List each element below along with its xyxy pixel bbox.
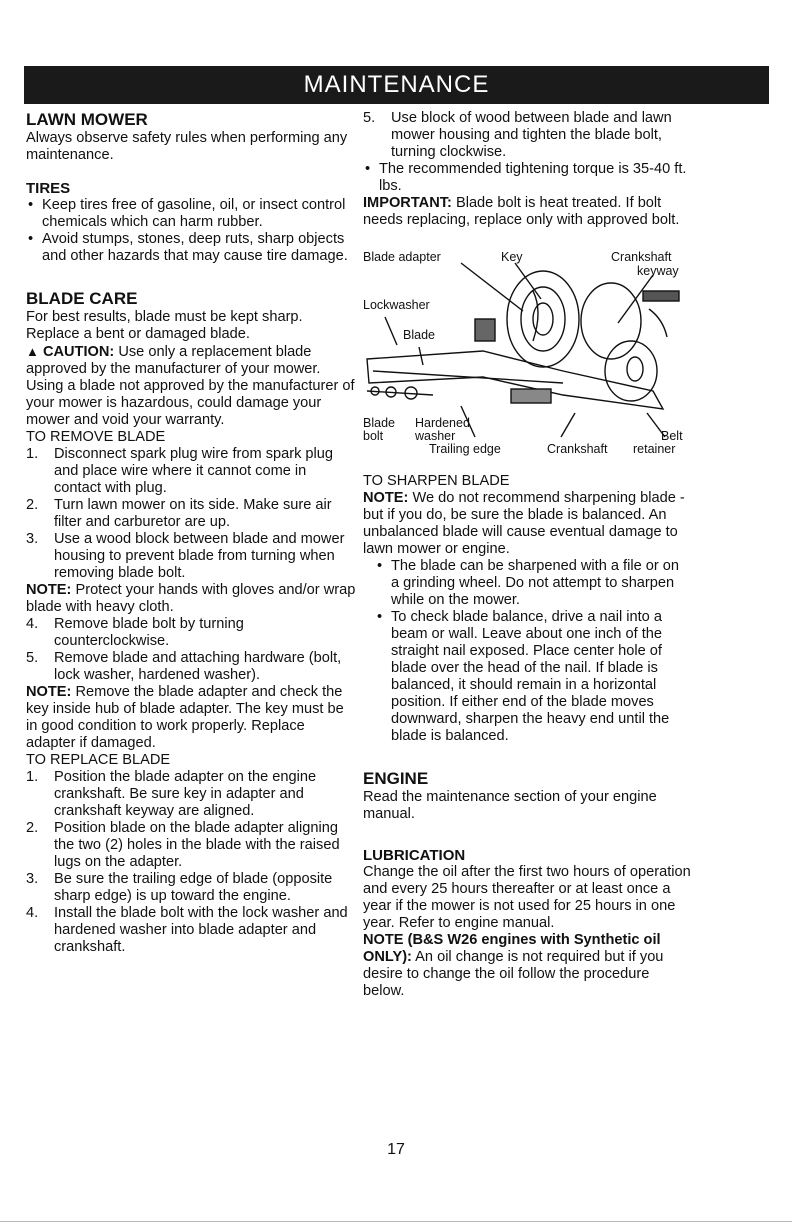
engine-heading: ENGINE bbox=[363, 769, 429, 788]
caution-label: CAUTION: bbox=[42, 344, 115, 360]
replace-steps-continued bbox=[363, 110, 691, 1000]
list-item: 3. Be sure the trailing edge of blade (opposite sharp edge) is up toward the engine. bbox=[26, 871, 333, 904]
lawn-mower-text: Always observe safety rules when performing any maintenance. bbox=[26, 130, 348, 163]
tires-list bbox=[26, 197, 356, 265]
label-blade-bolt-2: bolt bbox=[363, 429, 384, 443]
list-item: 2. Position blade on the blade adapter aligning the two (2) holes in the blade with the raised lugs on the adapter. bbox=[26, 820, 340, 870]
remove-steps bbox=[26, 446, 356, 582]
label-blade-adapter: Blade adapter bbox=[363, 250, 441, 264]
list-item: 1. Position the blade adapter on the engine crankshaft. Be sure key in adapter and crankshaft keyway are aligned. bbox=[26, 769, 317, 819]
list-item: • Keep tires free of gasoline, oil, or insect control chemicals which can harm rubber. bbox=[28, 197, 346, 230]
label-crankshaft: Crankshaft bbox=[547, 442, 608, 456]
sharpen-list bbox=[363, 558, 691, 745]
torque-list bbox=[363, 161, 691, 195]
label-blade-bolt-1: Blade bbox=[363, 416, 395, 430]
bottom-rule bbox=[0, 1221, 792, 1222]
list-item: • Avoid stumps, stones, deep ruts, sharp objects and other hazards that may cause tire damage. bbox=[28, 231, 348, 264]
list-item: 2. Turn lawn mower on its side. Make sure air filter and carburetor are up. bbox=[26, 497, 332, 530]
tires-bullet-1: Keep tires free of gasoline, oil, or insect control chemicals which can harm rubber. bbox=[42, 197, 346, 230]
lubrication-note: NOTE (B&S W26 engines with Synthetic oil ONLY): An oil change is not required but if you desire to change the oil follow the procedure below. bbox=[363, 932, 664, 999]
label-belt-retainer-1: Belt bbox=[661, 429, 683, 443]
caution-text: Use only a replacement blade approved by the manufacturer of your mower. Using a blade not approved by the manufacturer of your mower is hazardous, could damage your mower and void your warranty. bbox=[26, 344, 355, 428]
label-key: Key bbox=[501, 250, 523, 264]
lubrication-heading: LUBRICATION bbox=[363, 847, 466, 864]
list-item: 4. Remove blade bolt by turning counterclockwise. bbox=[26, 616, 244, 649]
label-trailing-edge: Trailing edge bbox=[429, 442, 501, 456]
label-crankshaft-keyway-2: keyway bbox=[637, 264, 679, 278]
list-item: 4. Install the blade bolt with the lock washer and hardened washer into blade adapter and crankshaft. bbox=[26, 905, 348, 955]
left-column bbox=[26, 110, 356, 956]
tires-bullet-2: Avoid stumps, stones, deep ruts, sharp objects and other hazards that may cause tire damage. bbox=[42, 231, 348, 264]
remove-steps-continued bbox=[26, 616, 356, 684]
list-item: • The recommended tightening torque is 35-40 ft. lbs. bbox=[365, 161, 687, 194]
label-hardened-washer-2: washer bbox=[415, 429, 456, 443]
note-adapter: NOTE: Remove the blade adapter and check the key inside hub of blade adapter. The key must be in good condition to work properly. Replace adapter if damaged. bbox=[26, 684, 344, 751]
label-hardened-washer-1: Hardened bbox=[415, 416, 470, 430]
page-number: 17 bbox=[387, 1141, 405, 1158]
list-item: 5. Remove blade and attaching hardware (bolt, lock washer, hardened washer). bbox=[26, 650, 342, 683]
tires-heading: TIRES bbox=[26, 180, 71, 197]
list-item: • The blade can be sharpened with a file or on a grinding wheel. Do not attempt to sharpen while on the mower. bbox=[377, 558, 680, 608]
sharpen-blade-heading: TO SHARPEN BLADE bbox=[363, 473, 510, 489]
blade-assembly-diagram bbox=[363, 241, 688, 467]
label-crankshaft-keyway-1: Crankshaft bbox=[611, 250, 672, 264]
blade-care-heading: BLADE CARE bbox=[26, 289, 138, 308]
important-note: IMPORTANT: Blade bolt is heat treated. If bolt needs replacing, replace only with approved bolt. bbox=[363, 195, 680, 228]
label-lockwasher: Lockwasher bbox=[363, 298, 430, 312]
label-blade: Blade bbox=[403, 328, 435, 342]
list-item: 1. Disconnect spark plug wire from spark plug and place wire where it cannot come in contact with plug. bbox=[26, 446, 334, 496]
replace-blade-heading: TO REPLACE BLADE bbox=[26, 752, 171, 768]
label-belt-retainer-2: retainer bbox=[633, 442, 676, 456]
lawn-mower-heading: LAWN MOWER bbox=[26, 110, 148, 129]
replace-steps bbox=[26, 769, 356, 956]
sharpen-note: NOTE: We do not recommend sharpening blade - but if you do, be sure the blade is balanced. An unbalanced blade will cause eventual damage to lawn mower or engine. bbox=[363, 490, 685, 557]
engine-text: Read the maintenance section of your engine manual. bbox=[363, 789, 657, 822]
list-item: 5. Use block of wood between blade and lawn mower housing and tighten the blade bolt, turning clockwise. bbox=[363, 110, 672, 160]
lubrication-text: Change the oil after the first two hours of operation and every 25 hours thereafter or at least once a year if the mower is not used for 25 hours in one year. Refer to engine manual. bbox=[363, 864, 691, 931]
section-banner: MAINTENANCE bbox=[24, 66, 769, 104]
note-gloves: NOTE: Protect your hands with gloves and/or wrap blade with heavy cloth. bbox=[26, 582, 356, 615]
warning-triangle-icon: ▲ bbox=[26, 344, 39, 359]
blade-care-intro: For best results, blade must be kept sharp. Replace a bent or damaged blade. bbox=[26, 309, 303, 342]
list-item: 3. Use a wood block between blade and mower housing to prevent blade from turning when removing blade bolt. bbox=[26, 531, 345, 581]
right-column bbox=[363, 110, 691, 1000]
caution-paragraph bbox=[26, 343, 356, 429]
remove-blade-heading: TO REMOVE BLADE bbox=[26, 429, 166, 445]
list-item: • To check blade balance, drive a nail into a beam or wall. Leave about one inch of the straight nail exposed. Place center hole of blade over the head of the nail. If blade is balanced, it should remain in a horizontal position. If either end of the blade moves downward, sharpen the heavy end until the blade is balanced. bbox=[377, 609, 670, 744]
torque-bullet: The recommended tightening torque is 35-40 ft. lbs. bbox=[379, 161, 687, 194]
